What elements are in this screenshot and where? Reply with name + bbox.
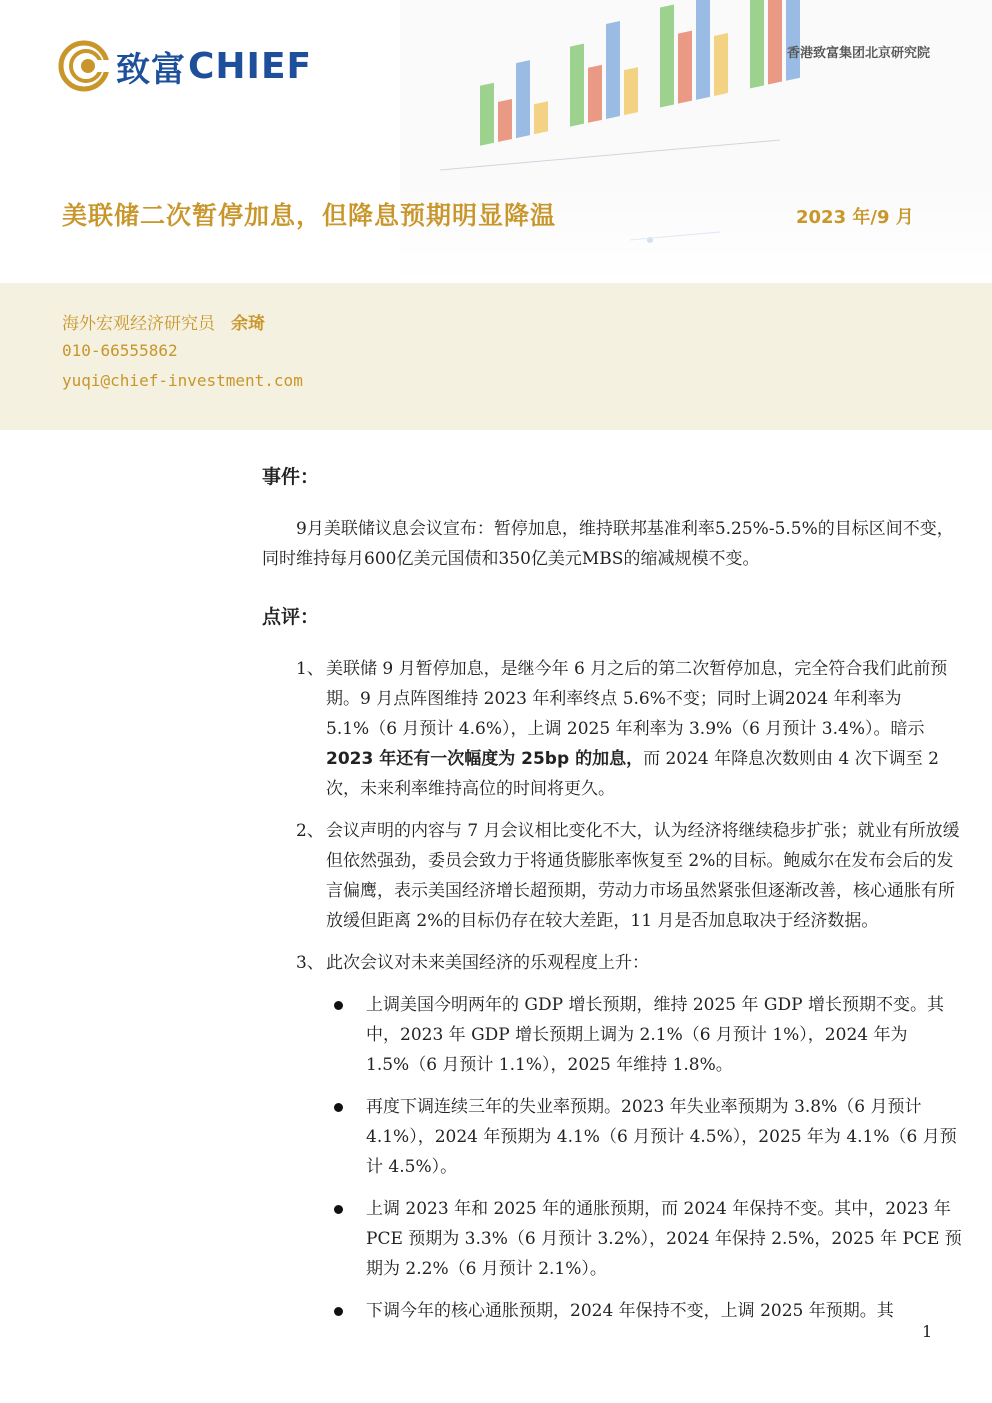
author-role: 海外宏观经济研究员: [62, 314, 215, 334]
item-text: 美联储 9 月暂停加息，是继今年 6 月之后的第二次暂停加息，完全符合我们此前预期。9 月点阵图维持 2023 年利率终点 5.6%不变；同时上调2024 年利率为 5.1%（6 月预计 4.6%），上调 2025 年利率为 3.9%（6 月预计 3.4%）。暗示: [326, 659, 948, 739]
review-heading: 点评：: [262, 606, 320, 628]
report-title: 美联储二次暂停加息，但降息预期明显降温: [62, 201, 557, 230]
item-highlight: 2023 年还有一次幅度为 25bp 的加息，: [326, 749, 644, 769]
author-phone: 010-66555862: [62, 341, 178, 360]
report-body: [262, 462, 962, 1338]
list-item: 再度下调连续三年的失业率预期。2023 年失业率预期为 3.8%（6 月预计 4.1%），2024 年预期为 4.1%（6 月预计 4.5%），2025 年为 4.1%（6 月预计 4.5%）。: [262, 1092, 962, 1182]
list-item: 上调美国今明两年的 GDP 增长预期，维持 2025 年 GDP 增长预期不变。其中，2023 年 GDP 增长预期上调为 2.1%（6 月预计 1%），2024 年为1.5%（6 月预计 1.1%），2025 年维持 1.8%。: [262, 990, 962, 1080]
list-item: 上调 2023 年和 2025 年的通胀预期，而 2024 年保持不变。其中，2023 年 PCE 预期为 3.3%（6 月预计 3.2%），2024 年保持 2.5%，2025 年 PCE 预期为 2.2%（6 月预计 2.1%）。: [262, 1194, 962, 1284]
item-text: 而 2024 年降息次数则由 4 次下调至 2 次，未来利率维持高位的时间将更久。: [326, 749, 939, 799]
author-line: [62, 309, 265, 334]
item-text: 会议声明的内容与 7 月会议相比变化不大，认为经济将继续稳步扩张；就业有所放缓但依然强劲，委员会致力于将通货膨胀率恢复至 2%的目标。鲍威尔在发布会后的发言偏鹰，表示美国经济增长超预期，劳动力市场虽然紧张但逐渐改善，核心通胀有所放缓但距离 2%的目标仍存在较大差距，11 月是否加息取决于经济数据。: [326, 821, 960, 931]
page-number: 1: [922, 1322, 933, 1341]
logo-chinese-text: 致富: [116, 49, 186, 90]
chief-logo-icon: [58, 40, 110, 92]
author-band: [0, 283, 992, 430]
forecast-bullet-list: [262, 990, 962, 1326]
company-logo: [58, 38, 312, 94]
item-text: 此次会议对未来美国经济的乐观程度上升：: [326, 953, 649, 973]
bullet-dot-icon: [334, 1001, 343, 1010]
report-date: 2023 年/9 月: [796, 207, 914, 228]
institute-name: 香港致富集团北京研究院: [786, 46, 930, 61]
bullet-dot-icon: [334, 1307, 343, 1316]
item-number: 3、: [296, 953, 324, 973]
review-item-3: [262, 948, 962, 978]
list-item: 下调今年的核心通胀预期，2024 年保持不变，上调 2025 年预期。其: [262, 1296, 962, 1326]
item-number: 2、: [296, 821, 324, 841]
review-item-2: [262, 816, 962, 936]
author-email[interactable]: yuqi@chief-investment.com: [62, 371, 303, 390]
item-number: 1、: [296, 659, 324, 679]
event-paragraph: 9月美联储议息会议宣布：暂停加息，维持联邦基准利率5.25%-5.5%的目标区间不变，同时维持每月600亿美元国债和350亿美元MBS的缩减规模不变。: [262, 519, 954, 569]
author-name: 余琦: [231, 314, 265, 334]
review-item-1: [262, 654, 962, 804]
bullet-dot-icon: [334, 1103, 343, 1112]
event-heading: 事件：: [262, 466, 320, 488]
report-header: [0, 0, 992, 283]
logo-english-text: CHIEF: [188, 45, 313, 87]
bullet-dot-icon: [334, 1205, 343, 1214]
